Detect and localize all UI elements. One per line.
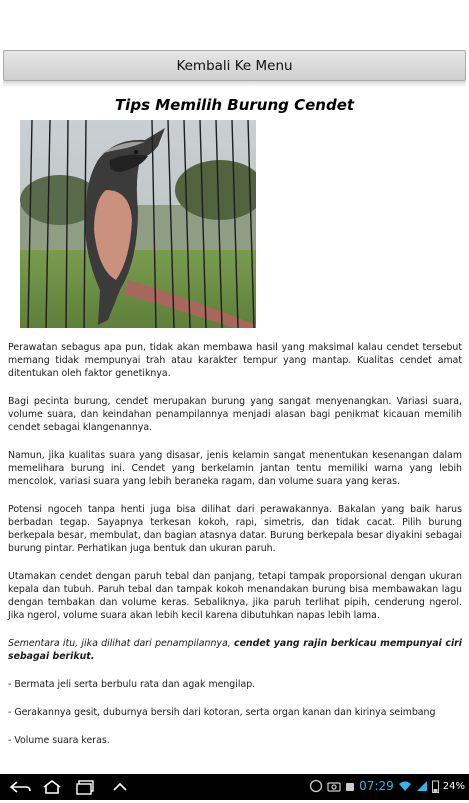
clock: 07:29	[359, 779, 394, 793]
chevron-up-icon[interactable]	[108, 779, 132, 795]
paragraph: Bagi pecinta burung, cendet merupakan burung yang sangat menyenangkan. Variasi suara, volume suara, dan keindahan penampilannya menjadi alasan bagi penikmat kicauan memilih cendet sebagai klangenannya.	[8, 396, 462, 433]
recent-apps-icon[interactable]	[74, 779, 98, 795]
whatsapp-icon	[309, 779, 323, 793]
back-icon[interactable]	[8, 779, 32, 795]
lead-in	[8, 637, 462, 663]
back-to-menu-label: Kembali Ke Menu	[176, 57, 293, 74]
app-top-area	[0, 0, 469, 50]
button-shadow	[3, 81, 466, 87]
bird-photo	[20, 120, 256, 328]
back-to-menu-button[interactable]	[3, 50, 466, 81]
system-navigation-bar	[0, 774, 469, 800]
lead-in-bold: cendet yang rajin berkicau mempunyai ciri sebagai berikut.	[8, 638, 462, 662]
bullet-item: - Bermata jeli serta berbulu rata dan agak mengilap.	[8, 679, 256, 690]
camera-icon	[327, 779, 341, 793]
battery-icon	[432, 780, 439, 793]
lead-in-italic: Sementara itu, jika dilihat dari penampilannya,	[8, 638, 235, 649]
home-icon[interactable]	[40, 779, 64, 795]
paragraph: Namun, jika kualitas suara yang disasar, jenis kelamin sangat menentukan kesenangan dalam memelihara burung ini. Cendet yang berkelamin jantan tentu memiliki warna yang lebih mencolok, variasi suara yang lebih beraneka ragam, dan volume suara yang keras.	[8, 450, 462, 487]
article-body	[8, 341, 462, 803]
bullet-item: - Gerakannya gesit, duburnya bersih dari kotoran, serta organ kanan dan kirinya seimbang	[8, 707, 436, 718]
bullet-item: - Volume suara keras.	[8, 735, 110, 746]
paragraph: Perawatan sebagus apa pun, tidak akan membawa hasil yang maksimal kalau cendet tersebut memang tidak mempunyai trah atau karakter tempur yang mantap. Kualitas cendet amat ditentukan oleh faktor genetiknya.	[8, 342, 462, 379]
article-title: Tips Memilih Burung Cendet	[114, 96, 355, 114]
paragraph: Potensi ngoceh tanpa henti juga bisa dilihat dari perawakannya. Bakalan yang baik harus berbadan tegap. Sayapnya terkesan kokoh, rapi, simetris, dan tidak cacat. Pilih burung berkepala besar, membulat, dan bagian atasnya datar. Burung berkepala besar diyakini sebagai burung pintar. Perhatikan juga bentuk dan ukuran paruh.	[8, 504, 462, 554]
status-area	[309, 779, 465, 793]
signal-icon	[416, 780, 428, 792]
content-bottom-padding	[0, 748, 469, 774]
paragraph: Utamakan cendet dengan paruh tebal dan panjang, tetapi tampak proporsional dengan ukuran kepala dan tubuh. Paruh tebal dan tampak kokoh menandakan burung bisa membawakan lagu dengan tembakan dan volume keras. Sebaliknya, jika paruh terlihat pipih, cenderung ngerol. Jika ngerol, volume suara akan lebih kecil karena dibutuhkan napas lebih lama.	[8, 571, 462, 621]
battery-percent: 24%	[442, 780, 465, 792]
android-icon	[345, 779, 355, 793]
wifi-icon	[398, 780, 412, 792]
bird-illustration	[20, 120, 256, 328]
